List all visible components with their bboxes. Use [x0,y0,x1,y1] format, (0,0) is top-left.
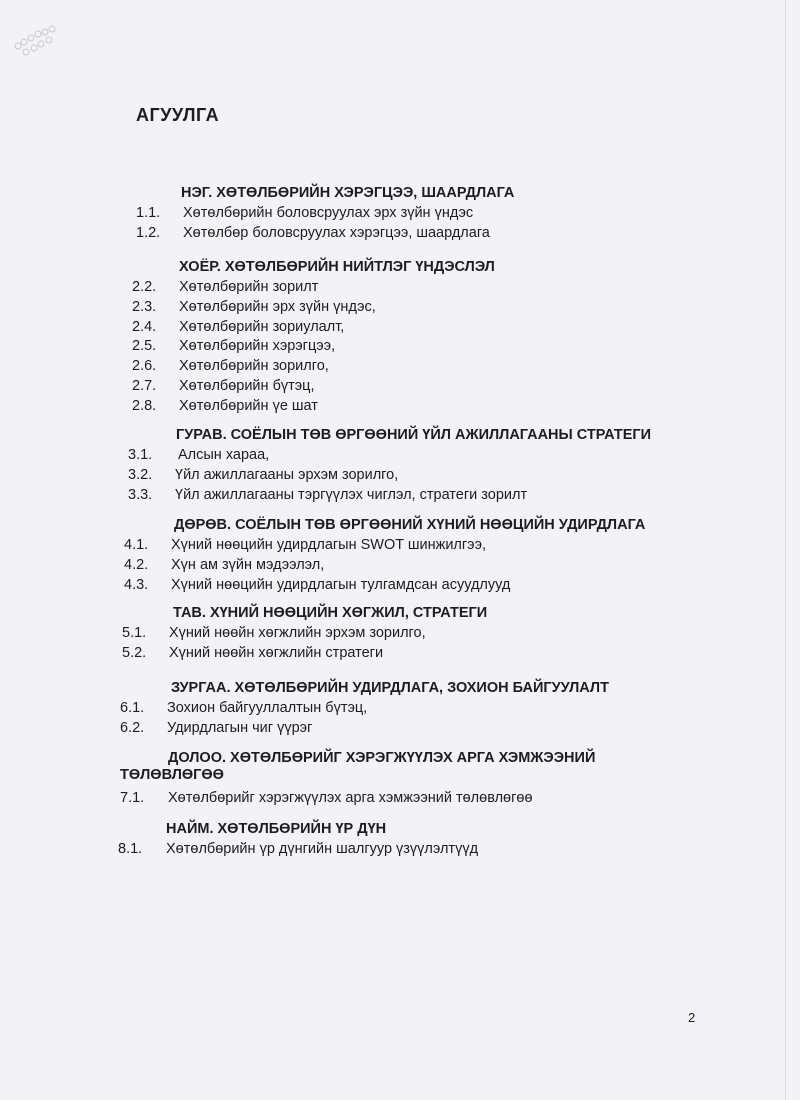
toc-item [128,466,748,486]
toc-section-7 [120,750,660,809]
item-number: 2.2. [132,279,157,295]
toc-item [124,536,744,556]
toc-section-3 [128,426,748,505]
section-heading: НЭГ. ХӨТӨЛБӨРИЙН ХЭРЭГЦЭЭ, ШААРДЛАГА [181,185,515,201]
item-text: Хүний нөөцийн удирдлагын тулгамдсан асуудлууд [171,576,511,593]
toc-item [122,644,682,664]
item-text: Хүний нөөйн хөгжлийн эрхэм зорилго, [169,625,426,641]
toc-title: АГУУЛГА [136,105,220,125]
toc-item [122,624,682,644]
item-number: 4.2. [124,556,149,573]
item-number: 3.3. [128,486,153,503]
toc-item [120,789,660,809]
toc-item [124,576,744,596]
item-text: Хөтөлбөрийн боловсруулах эрх зүйн үндэс [183,205,474,221]
item-number: 5.1. [122,625,147,641]
toc-item [136,204,696,224]
item-text: Хөтөлбөрийн зориулалт, [179,318,345,335]
section-heading: ДӨРӨВ. СОЁЛЫН ТӨВ ӨРГӨӨНИЙ ХҮНИЙ НӨӨЦИЙН УДИРДЛАГА [174,517,646,533]
item-number: 3.2. [128,466,153,483]
item-text: Хөтөлбөрийг хэрэгжүүлэх арга хэмжээний төлөвлөгөө [168,790,533,806]
section-heading: ДОЛОО. ХӨТӨЛБӨРИЙГ ХЭРЭГЖҮҮЛЭХ АРГА ХЭМЖЭЭНИЙ ТӨЛӨВЛӨГӨӨ [120,750,596,783]
item-number: 8.1. [118,841,143,857]
toc-item [120,719,740,739]
section-heading: ХОЁР. ХӨТӨЛБӨРИЙН НИЙТЛЭГ ҮНДЭСЛЭЛ [179,259,495,275]
item-text: Хөтөлбөрийн хэрэгцээ, [179,338,336,355]
toc-item [128,446,748,466]
item-text: Хөтөлбөрийн зорилго, [179,358,329,375]
toc-section-1 [136,184,696,244]
toc-section-5 [122,604,682,664]
item-text: Алсын хараа, [178,447,270,463]
punch-marks-icon [10,20,70,70]
item-text: Хөтөлбөрийн эрх зүйн үндэс, [179,298,376,315]
item-number: 1.1. [136,205,161,221]
page-number: 2 [688,1010,696,1025]
item-text: Хүний нөөйн хөгжлийн стратеги [169,644,384,661]
item-number: 6.1. [120,700,145,716]
item-number: 4.1. [124,537,149,553]
item-text: Хүний нөөцийн удирдлагын SWOT шинжилгээ, [171,537,486,553]
toc-item [132,397,692,417]
item-text: Зохион байгууллалтын бүтэц, [167,700,368,716]
item-text: Хөтөлбөрийн үр дүнгийн шалгуур үзүүлэлтүүд [166,841,479,857]
item-number: 4.3. [124,576,149,593]
item-number: 6.2. [120,719,145,736]
item-number: 2.4. [132,318,157,335]
item-number: 7.1. [120,790,145,806]
item-text: Үйл ажиллагааны тэргүүлэх чиглэл, стратеги зорилт [175,486,528,503]
toc-section-6 [120,679,740,739]
toc-item [132,337,692,357]
item-text: Хөтөлбөрийн бүтэц, [179,377,315,394]
item-text: Хөтөлбөрийн зорилт [179,279,319,295]
page-edge-line [785,0,786,1100]
toc-item [132,318,692,338]
item-text: Хөтөлбөр боловсруулах хэрэгцээ, шаардлага [183,224,490,241]
item-number: 2.6. [132,358,157,375]
toc-item [132,357,692,377]
toc-item [136,224,696,244]
toc-item [120,699,740,719]
toc-item [124,556,744,576]
item-text: Хөтөлбөрийн үе шат [179,397,318,414]
item-text: Хүн ам зүйн мэдээлэл, [171,556,325,573]
section-heading: ЗУРГАА. ХӨТӨЛБӨРИЙН УДИРДЛАГА, ЗОХИОН БАЙГУУЛАЛТ [171,680,609,696]
item-number: 2.3. [132,298,157,315]
item-number: 2.8. [132,397,157,414]
item-number: 3.1. [128,447,153,463]
toc-section-2 [132,258,692,417]
item-number: 5.2. [122,644,147,661]
toc-item [132,278,692,298]
item-text: Үйл ажиллагааны эрхэм зорилго, [175,466,399,483]
toc-item [132,377,692,397]
item-number: 2.7. [132,377,157,394]
toc-section-8 [118,820,678,860]
toc-item [118,840,678,860]
toc-section-4 [124,516,744,595]
toc-item [132,298,692,318]
section-heading: ГУРАВ. СОЁЛЫН ТӨВ ӨРГӨӨНИЙ ҮЙЛ АЖИЛЛАГААНЫ СТРАТЕГИ [176,427,652,443]
section-heading: НАЙМ. ХӨТӨЛБӨРИЙН ҮР ДҮН [166,821,387,837]
item-text: Удирдлагын чиг үүрэг [167,719,313,736]
item-number: 1.2. [136,224,161,241]
item-number: 2.5. [132,338,157,355]
toc-item [128,486,748,506]
section-heading: ТАВ. ХҮНИЙ НӨӨЦИЙН ХӨГЖИЛ, СТРАТЕГИ [173,605,488,621]
